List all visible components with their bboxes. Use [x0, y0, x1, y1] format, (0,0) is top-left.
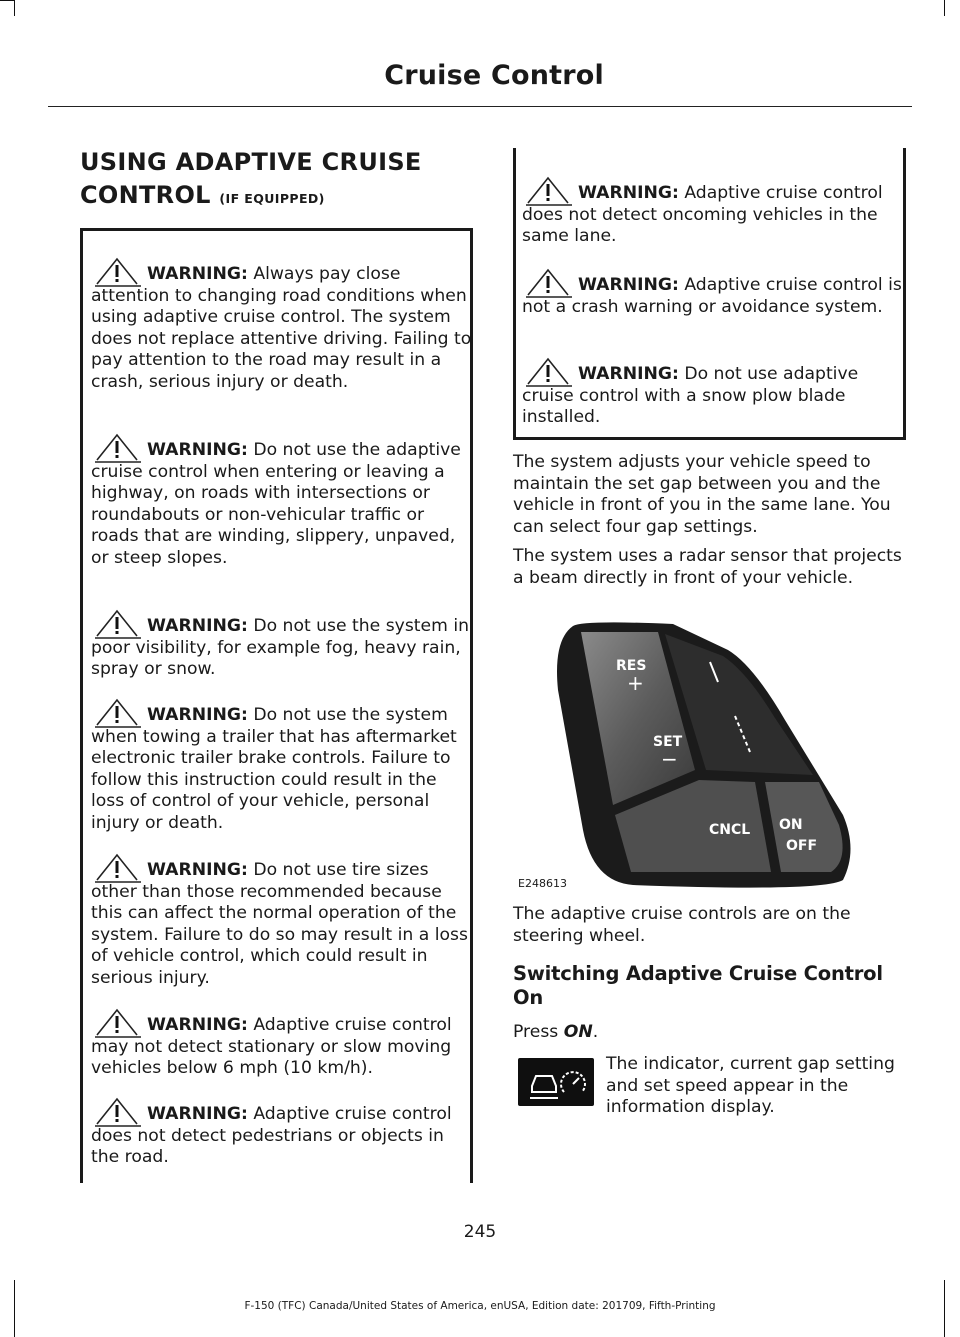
warning-text: Adaptive cruise control does not detect pedestrians or objects in the road.	[91, 1104, 452, 1167]
warning-text: Do not use tire sizes other than those recommended because this can affect the normal operation of the system. Failure to do so may result in a loss of vehicle control, which could result in serious injury.	[91, 860, 468, 988]
crop-mark	[944, 0, 945, 16]
crop-mark	[0, 0, 14, 1]
on-label: ON	[779, 817, 803, 833]
set-label: SET	[653, 734, 683, 750]
paragraph-location: The adaptive cruise controls are on the steering wheel.	[513, 904, 851, 946]
res-plus: +	[627, 671, 644, 695]
subsection-title: Switching Adaptive Cruise Control On	[513, 962, 883, 1009]
off-label: OFF	[786, 838, 818, 854]
warning-triangle-icon	[91, 852, 143, 884]
warning-item	[91, 264, 475, 393]
page-number: 245	[463, 1222, 497, 1242]
warning-item	[522, 183, 906, 248]
press-key: ON	[563, 1022, 593, 1042]
warning-item	[91, 705, 475, 834]
warning-label: WARNING:	[147, 860, 248, 880]
warning-item	[91, 1104, 475, 1169]
warning-label: WARNING:	[147, 264, 248, 284]
figure-code: E248613	[518, 877, 567, 890]
warning-label: WARNING:	[147, 1104, 248, 1124]
warning-triangle-icon	[522, 175, 574, 207]
page-header-title: Cruise Control	[384, 60, 604, 91]
warning-text: Adaptive cruise control may not detect stationary or slow moving vehicles below 6 mph (10 km/h).	[91, 1015, 452, 1078]
warning-item	[91, 1015, 475, 1080]
warning-text: Always pay close attention to changing road conditions when using adaptive cruise control. The system does not replace attentive driving. Failing to pay attention to the road may result in a crash, serious injury or death.	[91, 264, 472, 392]
warning-label: WARNING:	[147, 440, 248, 460]
press-on-instruction	[513, 1022, 908, 1044]
page-footer: F-150 (TFC) Canada/United States of America, enUSA, Edition date: 201709, Fifth-Printing	[244, 1300, 716, 1312]
crop-mark	[14, 0, 15, 16]
warning-label: WARNING:	[578, 364, 679, 384]
warning-text: Do not use the adaptive cruise control when entering or leaving a highway, on roads with intersections or roundabouts or non-vehicular traffic or roads that are winding, slippery, unpaved, or steep slopes.	[91, 440, 461, 568]
warning-item	[522, 364, 906, 429]
warning-triangle-icon	[522, 356, 574, 388]
warning-label: WARNING:	[578, 183, 679, 203]
warning-triangle-icon	[91, 697, 143, 729]
paragraph-radar: The system uses a radar sensor that projects a beam directly in front of your vehicle.	[513, 546, 902, 588]
warning-text: Adaptive cruise control does not detect oncoming vehicles in the same lane.	[522, 183, 883, 246]
warning-triangle-icon	[522, 267, 574, 299]
warning-label: WARNING:	[147, 1015, 248, 1035]
warning-triangle-icon	[91, 608, 143, 640]
indicator-description: The indicator, current gap setting and set speed appear in the information display.	[606, 1054, 895, 1117]
warning-item	[522, 275, 906, 318]
header-divider	[48, 106, 912, 107]
set-minus: −	[661, 747, 678, 771]
warning-text: Do not use adaptive cruise control with a snow plow blade installed.	[522, 364, 859, 427]
press-suffix: .	[592, 1022, 599, 1042]
warning-text: Adaptive cruise control is not a crash warning or avoidance system.	[522, 275, 902, 317]
warning-label: WARNING:	[147, 705, 248, 725]
warning-item	[91, 860, 475, 989]
res-label: RES	[616, 658, 647, 674]
warning-text: Do not use the system in poor visibility, for example fog, heavy rain, spray or snow.	[91, 616, 469, 679]
press-prefix: Press	[513, 1022, 564, 1042]
section-title-line1: USING ADAPTIVE CRUISE	[80, 148, 422, 176]
warning-triangle-icon	[91, 1007, 143, 1039]
warning-label: WARNING:	[578, 275, 679, 295]
warning-triangle-icon	[91, 256, 143, 288]
warning-item	[91, 616, 475, 681]
adaptive-cruise-indicator-icon	[518, 1058, 594, 1106]
section-title-suffix: (IF EQUIPPED)	[219, 191, 325, 206]
warning-triangle-icon	[91, 1096, 143, 1128]
section-title-line2: CONTROL	[80, 181, 211, 209]
warning-text: Do not use the system when towing a trailer that has aftermarket electronic trailer brake controls. Failure to follow this instruction could result in the loss of control of your vehicle, personal injury or death.	[91, 705, 457, 833]
cncl-label: CNCL	[709, 822, 751, 838]
warning-label: WARNING:	[147, 616, 248, 636]
section-title	[80, 146, 480, 215]
paragraph-gap: The system adjusts your vehicle speed to maintain the set gap between you and the vehicle in front of you in the same lane. You can select four gap settings.	[513, 452, 891, 537]
warning-item	[91, 440, 475, 569]
warning-triangle-icon	[91, 432, 143, 464]
cruise-control-buttons-figure	[513, 610, 908, 895]
